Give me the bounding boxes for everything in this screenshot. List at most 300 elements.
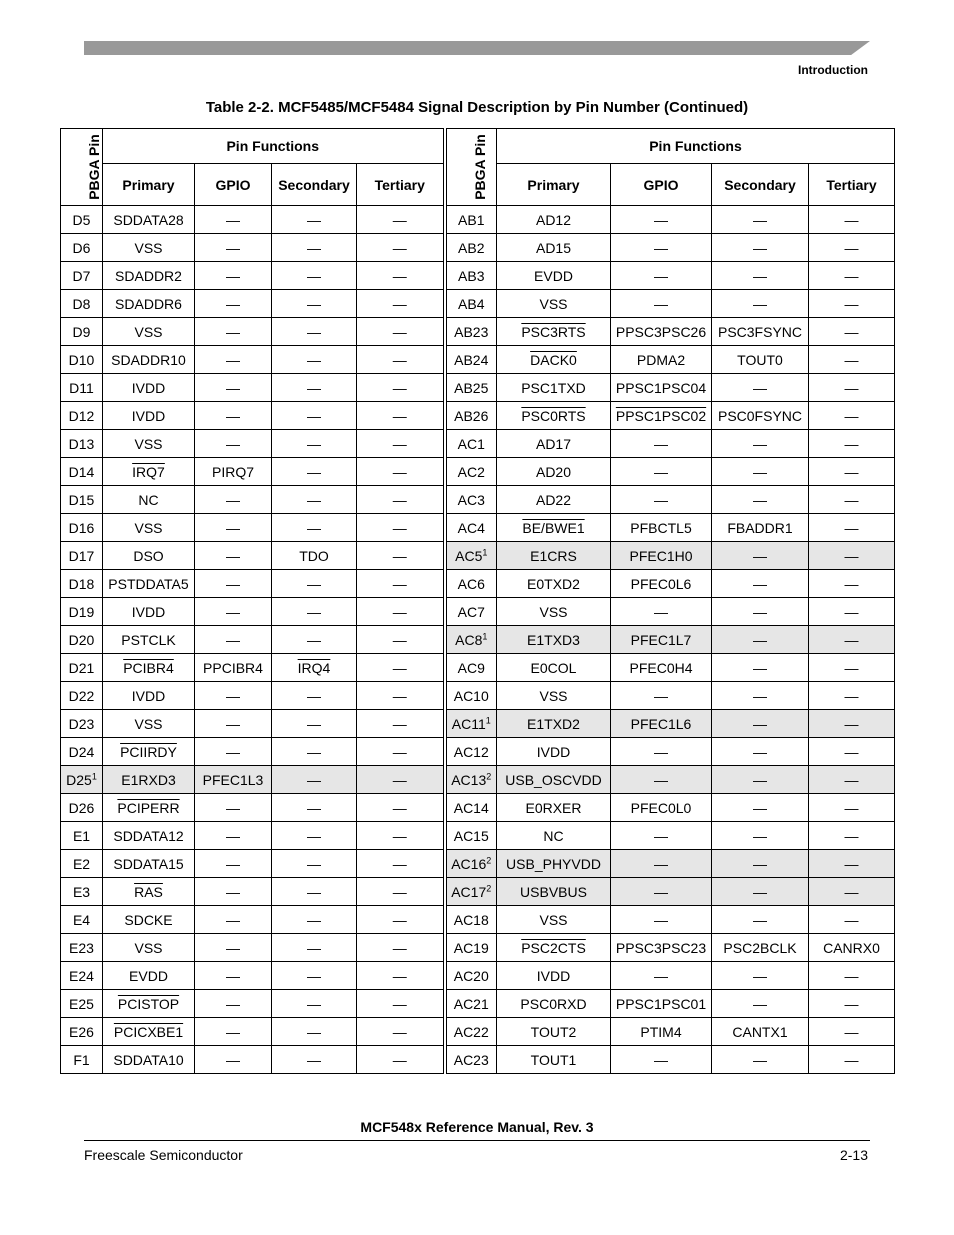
cell-text: E1RXD3 xyxy=(121,771,176,788)
cell-text: — xyxy=(307,267,321,284)
cell-text: — xyxy=(307,491,321,508)
pbga-pin-header-right: PBGA Pin xyxy=(445,129,497,206)
cell-text: — xyxy=(226,323,240,340)
table-cell xyxy=(712,738,809,766)
cell-text: AC5 xyxy=(455,547,483,564)
cell-text: E2 xyxy=(72,855,91,872)
cell-text: — xyxy=(753,379,767,396)
table-cell xyxy=(445,570,497,598)
table-row xyxy=(61,430,895,458)
table-cell xyxy=(103,290,195,318)
table-cell xyxy=(195,990,272,1018)
cell-text: BE/BWE1 xyxy=(522,519,585,536)
table-cell xyxy=(357,962,445,990)
table-cell xyxy=(357,514,445,542)
cell-text: — xyxy=(844,771,859,788)
cell-text: — xyxy=(392,351,407,368)
cell-text: — xyxy=(307,407,321,424)
cell-text: D7 xyxy=(72,267,91,284)
cell-text: AC23 xyxy=(453,1051,489,1068)
table-cell xyxy=(712,766,809,794)
cell-text: AC7 xyxy=(457,603,485,620)
footer-page-number: 2-13 xyxy=(839,1147,868,1163)
cell-text: — xyxy=(844,855,859,872)
cell-text: — xyxy=(654,211,668,228)
cell-text: AC21 xyxy=(453,995,489,1012)
cell-text: — xyxy=(307,911,321,928)
table-cell xyxy=(61,1018,103,1046)
table-cell xyxy=(611,514,712,542)
cell-text: — xyxy=(307,855,321,872)
table-cell xyxy=(445,682,497,710)
cell-text: IVDD xyxy=(536,967,571,984)
table-cell xyxy=(497,570,611,598)
cell-text: — xyxy=(654,463,668,480)
cell-text: EVDD xyxy=(129,967,168,984)
cell-text: PPSC1PSC02 xyxy=(615,407,707,424)
cell-text: DSO xyxy=(133,547,164,564)
table-cell xyxy=(195,850,272,878)
cell-text: E1TXD2 xyxy=(527,715,580,732)
table-cell xyxy=(357,318,445,346)
cell-text: IVDD xyxy=(131,603,166,620)
table-cell xyxy=(272,878,357,906)
table-cell xyxy=(809,206,895,234)
table-cell xyxy=(357,766,445,794)
table-cell xyxy=(611,346,712,374)
table-cell xyxy=(445,766,497,794)
table-cell xyxy=(195,794,272,822)
cell-text: — xyxy=(307,295,321,312)
cell-text: AC6 xyxy=(457,575,485,592)
table-cell xyxy=(103,1046,195,1074)
table-body xyxy=(61,206,895,1074)
table-cell xyxy=(712,906,809,934)
cell-text: — xyxy=(392,239,407,256)
table-row xyxy=(61,710,895,738)
table-cell xyxy=(611,850,712,878)
cell-text: D9 xyxy=(72,323,91,340)
footnote-marker: 1 xyxy=(91,770,97,781)
cell-text: — xyxy=(226,379,240,396)
table-cell xyxy=(103,486,195,514)
table-cell xyxy=(497,962,611,990)
cell-text: — xyxy=(654,1051,668,1068)
cell-text: — xyxy=(844,211,859,228)
table-cell xyxy=(611,430,712,458)
col-primary-right: Primary xyxy=(497,164,611,206)
table-cell xyxy=(103,542,195,570)
cell-text: NC xyxy=(138,491,159,508)
cell-text: — xyxy=(226,995,240,1012)
table-cell xyxy=(497,262,611,290)
cell-text: — xyxy=(226,743,240,760)
cell-text: — xyxy=(392,995,407,1012)
table-cell xyxy=(611,934,712,962)
cell-text: AD22 xyxy=(535,491,572,508)
table-cell xyxy=(272,990,357,1018)
table-cell xyxy=(497,514,611,542)
cell-text: PPCIBR4 xyxy=(203,659,263,676)
cell-text: — xyxy=(844,631,859,648)
table-cell xyxy=(61,290,103,318)
cell-text: — xyxy=(654,911,668,928)
cell-text: — xyxy=(392,407,407,424)
cell-text: — xyxy=(654,687,668,704)
table-cell xyxy=(357,402,445,430)
cell-text: — xyxy=(307,1051,321,1068)
cell-text: — xyxy=(392,379,407,396)
cell-text: — xyxy=(226,211,240,228)
footnote-marker: 1 xyxy=(482,546,488,557)
table-cell xyxy=(103,766,195,794)
cell-text: — xyxy=(226,939,240,956)
cell-text: — xyxy=(844,323,859,340)
cell-text: — xyxy=(753,659,767,676)
table-cell xyxy=(195,962,272,990)
table-cell xyxy=(611,906,712,934)
cell-text: AC13 xyxy=(451,771,487,788)
cell-text: D11 xyxy=(69,379,94,396)
cell-text: — xyxy=(392,715,407,732)
table-cell xyxy=(809,542,895,570)
table-cell xyxy=(357,654,445,682)
cell-text: PCIPERR xyxy=(117,799,180,816)
table-cell xyxy=(272,794,357,822)
table-cell xyxy=(357,934,445,962)
footnote-marker: 2 xyxy=(486,854,492,865)
table-cell xyxy=(809,262,895,290)
cell-text: VSS xyxy=(134,323,163,340)
col-tertiary-right: Tertiary xyxy=(809,164,895,206)
table-cell xyxy=(61,430,103,458)
table-cell xyxy=(712,206,809,234)
cell-text: — xyxy=(844,491,859,508)
table-cell xyxy=(445,374,497,402)
cell-text: — xyxy=(392,911,407,928)
table-cell xyxy=(61,318,103,346)
cell-text: — xyxy=(307,575,321,592)
table-cell xyxy=(103,570,195,598)
cell-text: SDCKE xyxy=(124,911,173,928)
table-cell xyxy=(272,822,357,850)
cell-text: — xyxy=(307,995,321,1012)
table-cell xyxy=(445,850,497,878)
cell-text: — xyxy=(392,323,407,340)
cell-text: — xyxy=(226,855,240,872)
cell-text: PSC1TXD xyxy=(521,379,586,396)
table-title: Table 2-2. MCF5485/MCF5484 Signal Description by Pin Number (Continued) xyxy=(205,99,749,116)
table-cell xyxy=(272,934,357,962)
table-cell xyxy=(103,262,195,290)
table-cell xyxy=(497,794,611,822)
table-cell xyxy=(195,430,272,458)
cell-text: — xyxy=(307,239,321,256)
table-cell xyxy=(103,654,195,682)
table-cell xyxy=(497,626,611,654)
cell-text: D10 xyxy=(68,351,95,368)
cell-text: D21 xyxy=(68,659,95,676)
cell-text: — xyxy=(844,659,859,676)
table-cell xyxy=(445,794,497,822)
cell-text: — xyxy=(654,883,668,900)
table-cell xyxy=(712,514,809,542)
table-row xyxy=(61,374,895,402)
cell-text: D17 xyxy=(68,547,95,564)
table-cell xyxy=(195,738,272,766)
table-cell xyxy=(61,234,103,262)
cell-text: — xyxy=(753,995,767,1012)
table-cell xyxy=(195,542,272,570)
table-cell xyxy=(445,402,497,430)
cell-text: PPSC1PSC04 xyxy=(615,379,707,396)
table-cell xyxy=(712,822,809,850)
cell-text: — xyxy=(392,855,407,872)
table-cell xyxy=(272,542,357,570)
cell-text: — xyxy=(392,771,407,788)
table-cell xyxy=(272,906,357,934)
table-cell xyxy=(445,430,497,458)
cell-text: USB_OSCVDD xyxy=(505,771,602,788)
cell-text: — xyxy=(844,379,859,396)
cell-text: — xyxy=(753,435,767,452)
cell-text: AC12 xyxy=(453,743,489,760)
cell-text: — xyxy=(226,1051,240,1068)
table-cell xyxy=(272,766,357,794)
table-cell xyxy=(809,850,895,878)
cell-text: IVDD xyxy=(131,379,166,396)
table-row xyxy=(61,542,895,570)
table-cell xyxy=(272,598,357,626)
cell-text: PSTDDATA5 xyxy=(108,575,189,592)
table-cell xyxy=(357,794,445,822)
cell-text: D18 xyxy=(68,575,95,592)
cell-text: D13 xyxy=(68,435,95,452)
table-cell xyxy=(272,206,357,234)
cell-text: — xyxy=(753,855,767,872)
table-cell xyxy=(61,654,103,682)
table-cell xyxy=(611,402,712,430)
cell-text: AB3 xyxy=(458,267,485,284)
table-cell xyxy=(195,654,272,682)
cell-text: — xyxy=(392,743,407,760)
cell-text: — xyxy=(844,463,859,480)
table-cell xyxy=(611,1018,712,1046)
table-cell xyxy=(497,374,611,402)
table-cell xyxy=(195,1018,272,1046)
table-cell xyxy=(445,458,497,486)
cell-text: — xyxy=(392,603,407,620)
table-cell xyxy=(809,710,895,738)
table-cell xyxy=(809,654,895,682)
cell-text: — xyxy=(226,799,240,816)
cell-text: AC15 xyxy=(453,827,489,844)
cell-text: PDMA2 xyxy=(636,351,686,368)
table-cell xyxy=(61,514,103,542)
table-cell xyxy=(611,990,712,1018)
table-cell xyxy=(809,738,895,766)
cell-text: — xyxy=(392,491,407,508)
cell-text: — xyxy=(844,267,859,284)
table-cell xyxy=(61,262,103,290)
cell-text: PFEC0L0 xyxy=(630,799,692,816)
table-cell xyxy=(445,626,497,654)
cell-text: D12 xyxy=(68,407,95,424)
cell-text: — xyxy=(392,267,407,284)
footer-company: Freescale Semiconductor xyxy=(84,1147,243,1163)
table-cell xyxy=(357,486,445,514)
table-cell xyxy=(357,626,445,654)
cell-text: — xyxy=(844,575,859,592)
cell-text: — xyxy=(392,967,407,984)
cell-text: CANTX1 xyxy=(732,1023,788,1040)
cell-text: — xyxy=(753,295,767,312)
cell-text: AB25 xyxy=(454,379,489,396)
cell-text: AC19 xyxy=(453,939,489,956)
table-cell xyxy=(272,710,357,738)
cell-text: IRQ7 xyxy=(132,463,165,480)
table-cell xyxy=(809,990,895,1018)
table-cell xyxy=(712,1018,809,1046)
cell-text: PSC2BCLK xyxy=(723,939,797,956)
table-cell xyxy=(611,262,712,290)
table-row xyxy=(61,458,895,486)
table-cell xyxy=(103,962,195,990)
table-cell xyxy=(445,738,497,766)
table-cell xyxy=(195,570,272,598)
table-cell xyxy=(611,290,712,318)
table-cell xyxy=(195,402,272,430)
cell-text: AC2 xyxy=(457,463,485,480)
cell-text: — xyxy=(844,239,859,256)
table-cell xyxy=(809,794,895,822)
cell-text: USBVBUS xyxy=(520,883,587,900)
table-cell xyxy=(497,710,611,738)
table-cell xyxy=(357,542,445,570)
cell-text: VSS xyxy=(539,603,568,620)
cell-text: — xyxy=(654,827,668,844)
table-cell xyxy=(61,682,103,710)
cell-text: E23 xyxy=(69,939,94,956)
table-cell xyxy=(195,766,272,794)
table-cell xyxy=(809,598,895,626)
cell-text: — xyxy=(226,491,240,508)
cell-text: VSS xyxy=(134,715,163,732)
cell-text: PSC3FSYNC xyxy=(717,323,803,340)
cell-text: — xyxy=(654,435,668,452)
table-cell xyxy=(497,346,611,374)
table-cell xyxy=(611,318,712,346)
cell-text: D22 xyxy=(68,687,95,704)
table-row xyxy=(61,346,895,374)
table-cell xyxy=(497,850,611,878)
cell-text: AD12 xyxy=(535,211,572,228)
pin-functions-header-right: Pin Functions xyxy=(497,129,895,164)
cell-text: D26 xyxy=(68,799,95,816)
table-cell xyxy=(103,318,195,346)
cell-text: IRQ4 xyxy=(297,659,331,676)
cell-text: — xyxy=(844,295,859,312)
table-cell xyxy=(357,570,445,598)
table-cell xyxy=(809,878,895,906)
cell-text: SDADDR10 xyxy=(111,351,186,368)
cell-text: — xyxy=(392,939,407,956)
table-cell xyxy=(712,654,809,682)
cell-text: AC17 xyxy=(451,883,487,900)
cell-text: — xyxy=(226,883,240,900)
table-cell xyxy=(809,346,895,374)
table-cell xyxy=(809,766,895,794)
table-cell xyxy=(611,598,712,626)
table-cell xyxy=(61,402,103,430)
cell-text: — xyxy=(753,743,767,760)
cell-text: — xyxy=(392,631,407,648)
cell-text: PSC2CTS xyxy=(521,939,586,956)
table-cell xyxy=(712,710,809,738)
table-cell xyxy=(809,430,895,458)
cell-text: EVDD xyxy=(534,267,573,284)
table-cell xyxy=(809,906,895,934)
table-row xyxy=(61,402,895,430)
table-cell xyxy=(357,990,445,1018)
cell-text: — xyxy=(307,379,321,396)
cell-text: — xyxy=(844,687,859,704)
cell-text: PCIBR4 xyxy=(123,659,174,676)
cell-text: DACK0 xyxy=(530,351,577,368)
cell-text: — xyxy=(226,435,240,452)
cell-text: PFBCTL5 xyxy=(630,519,692,536)
cell-text: VSS xyxy=(539,687,568,704)
table-cell xyxy=(272,290,357,318)
cell-text: — xyxy=(753,883,767,900)
table-cell xyxy=(272,262,357,290)
table-cell xyxy=(272,654,357,682)
table-cell xyxy=(611,738,712,766)
cell-text: VSS xyxy=(134,435,163,452)
table-row xyxy=(61,1018,895,1046)
table-cell xyxy=(712,990,809,1018)
table-cell xyxy=(497,402,611,430)
col-secondary-left: Secondary xyxy=(272,164,357,206)
table-cell xyxy=(357,906,445,934)
table-cell xyxy=(497,598,611,626)
table-cell xyxy=(445,878,497,906)
table-cell xyxy=(103,934,195,962)
table-cell xyxy=(445,318,497,346)
table-cell xyxy=(445,598,497,626)
table-cell xyxy=(712,1046,809,1074)
table-cell xyxy=(611,710,712,738)
cell-text: — xyxy=(753,799,767,816)
table-cell xyxy=(195,906,272,934)
table-cell xyxy=(272,1018,357,1046)
cell-text: — xyxy=(654,771,668,788)
cell-text: SDDATA28 xyxy=(113,211,184,228)
table-cell xyxy=(712,598,809,626)
cell-text: FBADDR1 xyxy=(727,519,793,536)
cell-text: — xyxy=(307,519,321,536)
cell-text: D19 xyxy=(68,603,95,620)
footnote-marker: 2 xyxy=(486,882,492,893)
table-cell xyxy=(357,290,445,318)
cell-text: — xyxy=(844,547,859,564)
table-cell xyxy=(272,318,357,346)
table-cell xyxy=(103,1018,195,1046)
cell-text: — xyxy=(654,295,668,312)
table-cell xyxy=(103,990,195,1018)
table-row xyxy=(61,514,895,542)
cell-text: SDDATA12 xyxy=(113,827,184,844)
